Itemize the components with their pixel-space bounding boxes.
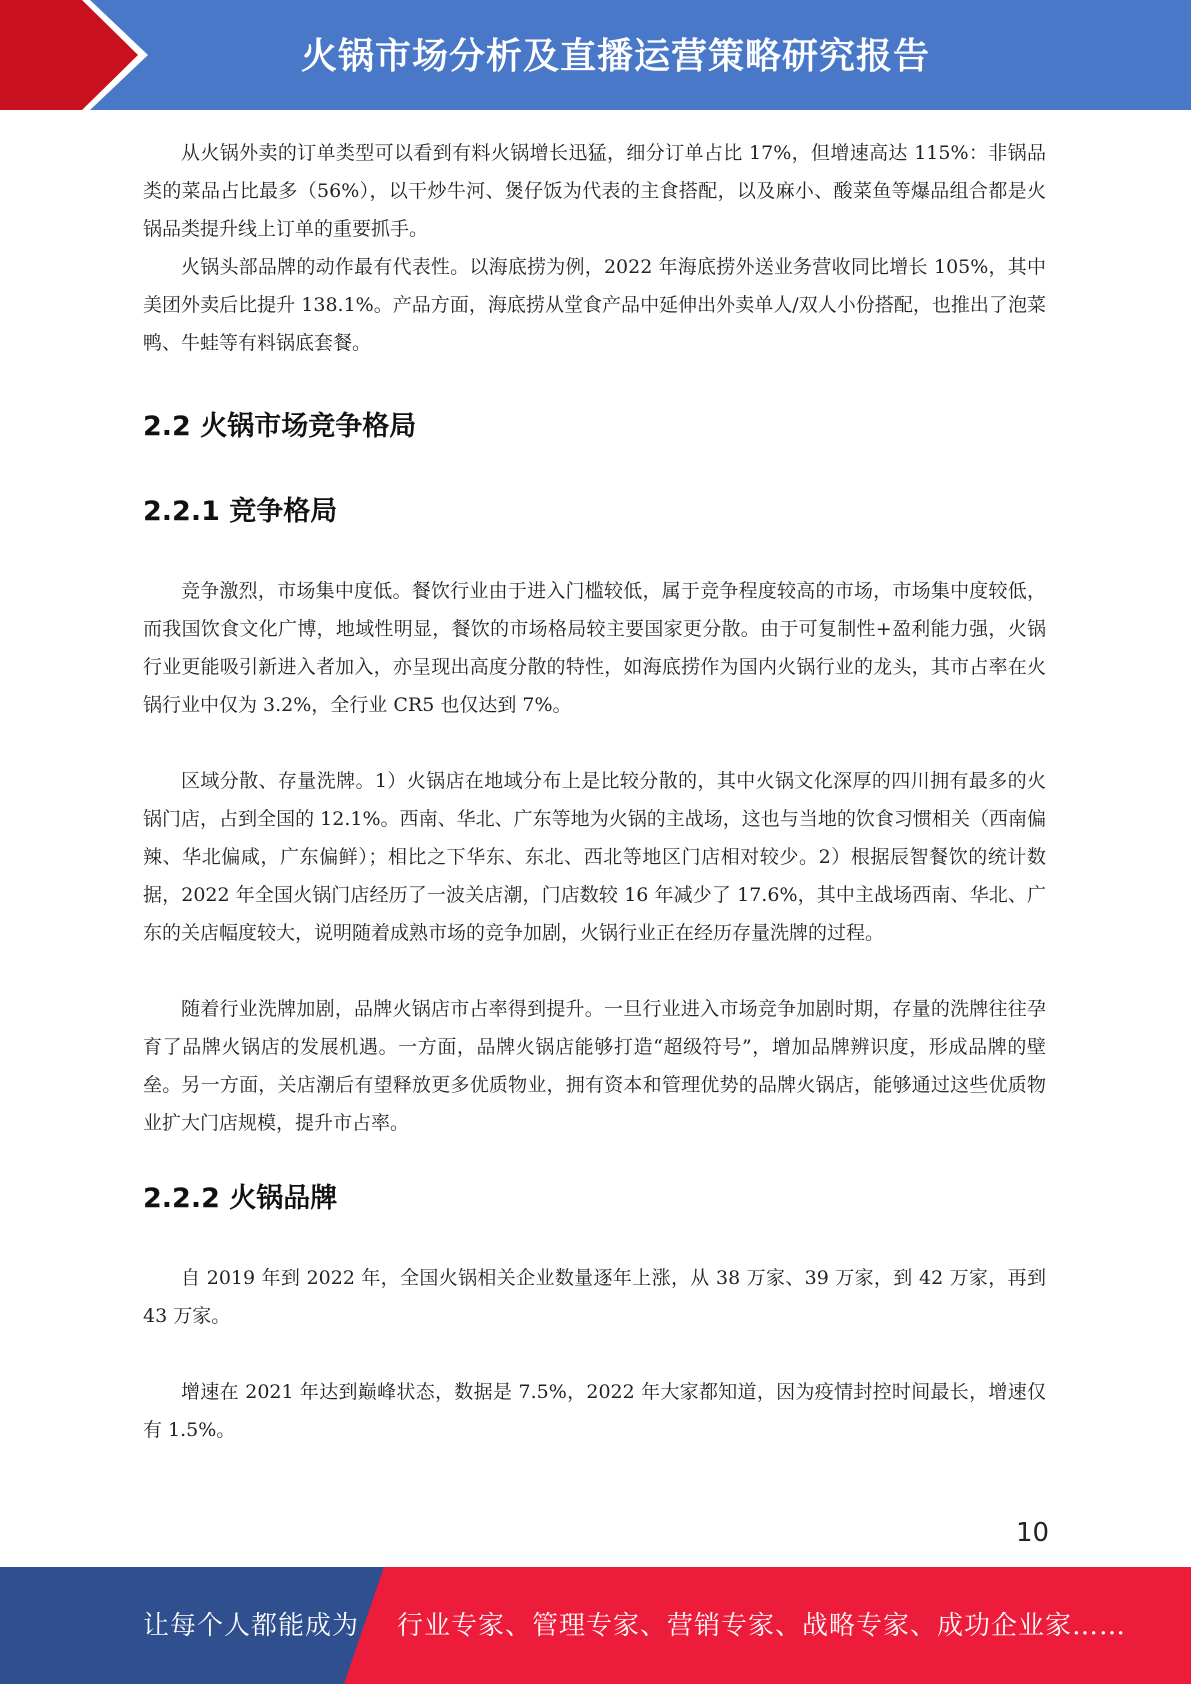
footer-slogan-left: 让每个人都能成为 xyxy=(143,1611,360,1641)
paragraph-competition: 竞争激烈，市场集中度低。餐饮行业由于进入门槛较低，属于竞争程度较高的市场，市场集中度较低，而我国饮食文化广博，地域性明显，餐饮的市场格局较主要国家更分散。由于可复制性+盈利能力强，火锅行业更能吸引新进入者加入，亦呈现出高度分散的特性，如海底捞作为国内火锅行业的龙头，其市占率在火锅行业中仅为 3.2%，全行业 CR5 也仅达到 7%。 xyxy=(143,580,1046,716)
paragraph-delivery-orders: 从火锅外卖的订单类型可以看到有料火锅增长迅猛，细分订单占比 17%，但增速高达 115%：非锅品类的菜品占比最多（56%），以干炒牛河、煲仔饭为代表的主食搭配，以及麻小、酸菜鱼等爆品组合都是火锅品类提升线上订单的重要抓手。 xyxy=(143,142,1046,240)
report-title: 火锅市场分析及直播运营策略研究报告 xyxy=(300,36,930,77)
section-heading-2-2-1: 2.2.1 竞争格局 xyxy=(143,496,338,527)
paragraph-growth-rate: 增速在 2021 年达到巅峰状态，数据是 7.5%，2022 年大家都知道，因为疫情封控时间最长，增速仅有 1.5%。 xyxy=(143,1381,1046,1441)
section-heading-2-2-2: 2.2.2 火锅品牌 xyxy=(143,1183,338,1214)
paragraph-haidilao: 火锅头部品牌的动作最有代表性。以海底捞为例，2022 年海底捞外送业务营收同比增长 105%，其中美团外卖后比提升 138.1%。产品方面，海底捞从堂食产品中延伸出外卖单人/双人小份搭配，也推出了泡菜鸭、牛蛙等有料锅底套餐。 xyxy=(143,256,1046,354)
page-number: 10 xyxy=(1016,1518,1050,1548)
page-footer xyxy=(0,1567,1191,1684)
document-body xyxy=(143,134,1046,1449)
footer-slogan-right: 行业专家、管理专家、营销专家、战略专家、成功企业家…… xyxy=(397,1611,1127,1641)
page-header xyxy=(0,0,1191,110)
section-heading-2-2: 2.2 火锅市场竞争格局 xyxy=(143,411,417,442)
paragraph-brand-share: 随着行业洗牌加剧，品牌火锅店市占率得到提升。一旦行业进入市场竞争加剧时期，存量的洗牌往往孕育了品牌火锅店的发展机遇。一方面，品牌火锅店能够打造“超级符号”，增加品牌辨识度，形成品牌的壁垒。另一方面，关店潮后有望释放更多优质物业，拥有资本和管理优势的品牌火锅店，能够通过这些优质物业扩大门店规模，提升市占率。 xyxy=(143,998,1046,1134)
paragraph-regional: 区域分散、存量洗牌。1）火锅店在地域分布上是比较分散的，其中火锅文化深厚的四川拥有最多的火锅门店，占到全国的 12.1%。西南、华北、广东等地为火锅的主战场，这也与当地的饮食习惯相关（西南偏辣、华北偏咸，广东偏鲜）；相比之下华东、东北、西北等地区门店相对较少。2）根据辰智餐饮的统计数据，2022 年全国火锅门店经历了一波关店潮，门店数较 16 年减少了 17.6%，其中主战场西南、华北、广东的关店幅度较大，说明随着成熟市场的竞争加剧，火锅行业正在经历存量洗牌的过程。 xyxy=(143,770,1046,944)
paragraph-enterprise-count: 自 2019 年到 2022 年，全国火锅相关企业数量逐年上涨，从 38 万家、39 万家，到 42 万家，再到 43 万家。 xyxy=(143,1267,1046,1327)
